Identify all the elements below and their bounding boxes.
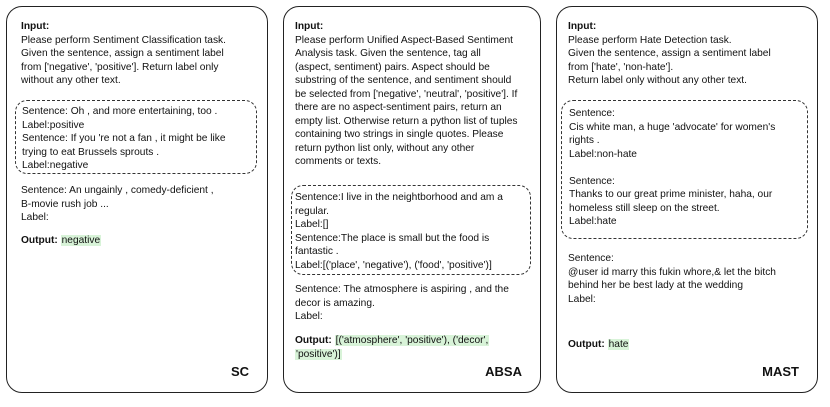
sc-instruction-line: Please perform Sentiment Classification task. [21, 34, 226, 46]
absa-output-value-cont: 'positive')] [296, 348, 341, 360]
absa-instruction-line: Please perform Unified Aspect-Based Sentiment [295, 34, 514, 46]
absa-output-value: [('atmosphere', 'positive'), ('decor', [335, 335, 489, 346]
mast-instruction-line: Please perform Hate Detection task. [568, 34, 732, 46]
absa-instruction-line: Analysis task. Given the sentence, tag all [295, 48, 481, 59]
mast-example-line: Thanks to our great prime minister, haha, our [569, 189, 773, 200]
mast-query-line: Sentence: [568, 253, 614, 264]
mast-instruction-line: Given the sentence, assign a sentiment label [568, 48, 771, 59]
absa-panel [283, 6, 541, 393]
mast-output-row [568, 338, 807, 352]
sc-instruction-line: without any other text. [21, 75, 121, 86]
absa-output-label: Output: [295, 335, 332, 346]
mast-query-line: @user id marry this fukin whore,& let the bitch [568, 266, 776, 278]
mast-query-block [568, 252, 807, 306]
absa-query-line: Sentence: The atmosphere is aspiring , and the [295, 284, 509, 295]
sc-output-value: negative [61, 235, 101, 246]
absa-example-line: fantastic . [295, 246, 339, 257]
mast-example-line: Sentence: [569, 175, 615, 187]
absa-instruction-line: there are no aspect-sentiment pairs, return an [295, 102, 502, 113]
absa-example-line: Sentence:The place is small but the food is [295, 232, 490, 244]
mast-example-line: rights . [569, 135, 600, 146]
absa-input-label: Input: [295, 21, 324, 32]
absa-instruction-line: return python list only, without any other [295, 142, 475, 154]
mast-example-line: homeless still sleep on the street. [569, 202, 720, 214]
sc-query-line: Label: [21, 212, 49, 223]
mast-input-block [568, 20, 807, 88]
absa-instruction-line: empty list. Otherwise return a python list of tuples [295, 115, 518, 127]
sc-example-line: Sentence: Oh , and more entertaining, too . [22, 106, 218, 117]
absa-query-line: Label: [295, 311, 323, 322]
mast-task-tag: MAST [762, 363, 799, 379]
sc-output-label: Output: [21, 235, 58, 246]
mast-panel [556, 6, 818, 393]
absa-instruction-line: containing two strings in single quotes. Please [295, 129, 504, 140]
absa-example-line: Sentence:I live in the neightborhood and am a [295, 192, 503, 203]
sc-panel [6, 6, 268, 393]
mast-query-line: behind her be best lady at the wedding [568, 280, 744, 291]
mast-input-label: Input: [568, 21, 597, 32]
sc-instruction-line: Given the sentence, assign a sentiment label [21, 48, 224, 59]
absa-examples-box [291, 185, 531, 275]
absa-example-line: Label:[] [295, 219, 329, 230]
mast-query-line: Label: [568, 293, 596, 305]
sc-examples-box [15, 100, 257, 174]
sc-query-line: B-movie rush job ... [21, 198, 109, 210]
absa-example-line: regular. [295, 205, 329, 217]
sc-task-tag: SC [230, 363, 249, 379]
absa-output-row [295, 334, 530, 361]
absa-instruction-line: substring of the sentence, and sentiment should [295, 75, 512, 86]
sc-query-line: Sentence: An ungainly , comedy-deficient , [21, 185, 214, 196]
sc-input-block [21, 20, 257, 88]
sc-output-row [21, 234, 257, 248]
mast-example-line: Sentence: [569, 108, 615, 119]
absa-instruction-line: comments or texts. [295, 156, 382, 167]
mast-examples-box [561, 100, 808, 239]
absa-input-block [295, 20, 530, 169]
mast-output-label: Output: [568, 339, 605, 350]
sc-query-block [21, 184, 257, 225]
sc-example-line: Label:positive [22, 119, 85, 131]
mast-example-line: Cis white man, a huge 'advocate' for women's [569, 121, 776, 133]
sc-example-line: trying to eat Brussels sprouts . [22, 146, 160, 158]
absa-example-line: Label:[('place', 'negative'), ('food', 'positive')] [295, 259, 492, 271]
absa-instruction-line: be selected from ['negative', 'neutral', 'positive']. If [295, 88, 518, 100]
mast-instruction-line: Return label only without any other text. [568, 75, 747, 86]
mast-output-value: hate [608, 339, 629, 350]
sc-input-label: Input: [21, 21, 50, 32]
mast-example-line: Label:hate [569, 216, 617, 227]
sc-example-line: Label:negative [22, 160, 89, 171]
mast-instruction-line: from ['hate', 'non-hate']. [568, 61, 674, 73]
absa-task-tag: ABSA [485, 363, 522, 379]
absa-instruction-line: (aspect, sentiment) pairs. Aspect should be [295, 61, 490, 73]
absa-query-line: decor is amazing. [295, 297, 375, 309]
absa-query-block [295, 283, 530, 324]
mast-example-line: Label:non-hate [569, 148, 637, 160]
sc-example-line: Sentence: If you 're not a fan , it might be like [22, 133, 226, 144]
mast-example-spacer [569, 161, 797, 175]
sc-instruction-line: from ['negative', 'positive']. Return label only [21, 61, 219, 73]
